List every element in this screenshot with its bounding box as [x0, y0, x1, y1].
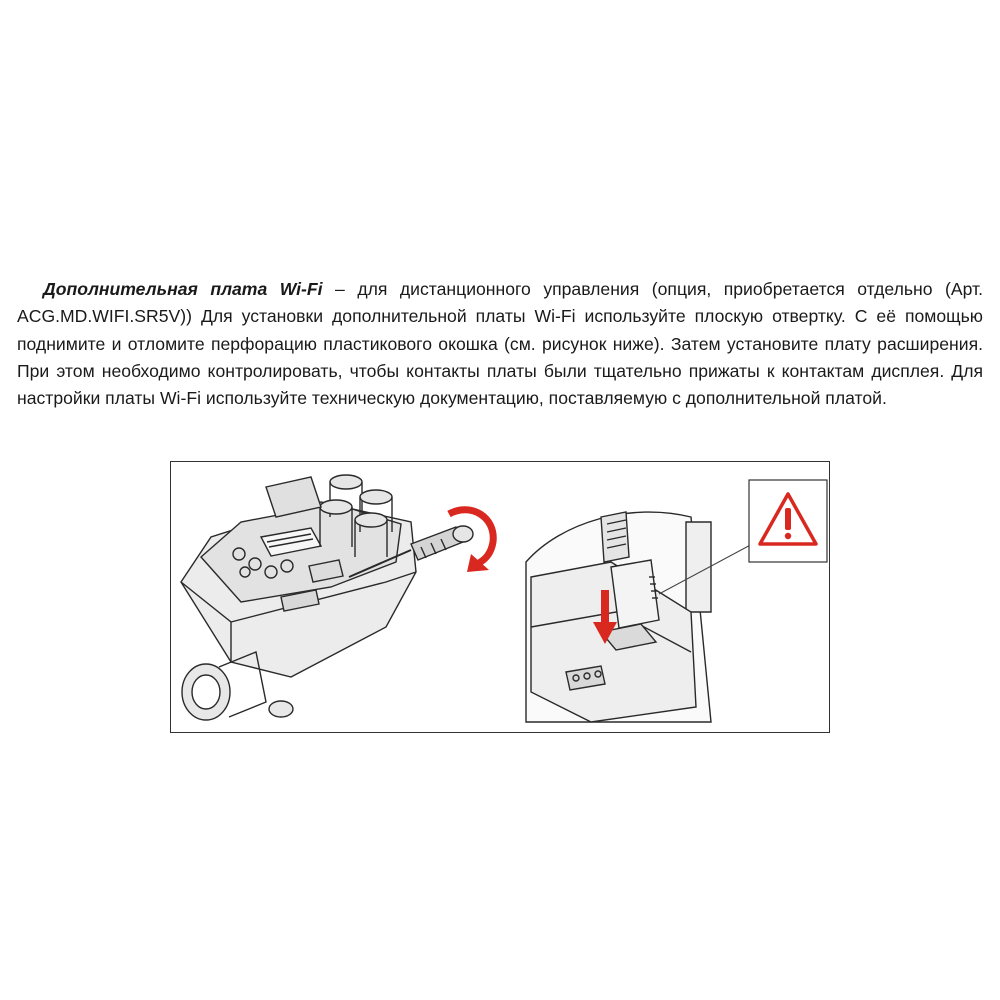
paragraph-lead: Дополнительная плата Wi-Fi	[43, 279, 323, 299]
wifi-board-closeup	[526, 512, 756, 722]
paragraph-body: – для дистанционного управления (опция, приобретается отдельно (Арт. ACG.MD.WIFI.SR5V)) Для установки дополнительной платы Wi-Fi используйте плоскую отвертку. С её помощью поднимите и отломите перфорацию пластикового окошка (см. рисунок ниже). Затем установите плату расширения. При этом необходимо контролировать, чтобы контакты платы были тщательно прижаты к контактам дисплея. Для настройки платы Wi-Fi используйте техническую документацию, поставляемую с дополнительной платой.	[17, 279, 983, 409]
installation-figure	[170, 461, 830, 733]
instruction-paragraph	[17, 276, 983, 412]
pump-controller-illustration	[181, 475, 473, 720]
warning-box	[749, 480, 827, 562]
